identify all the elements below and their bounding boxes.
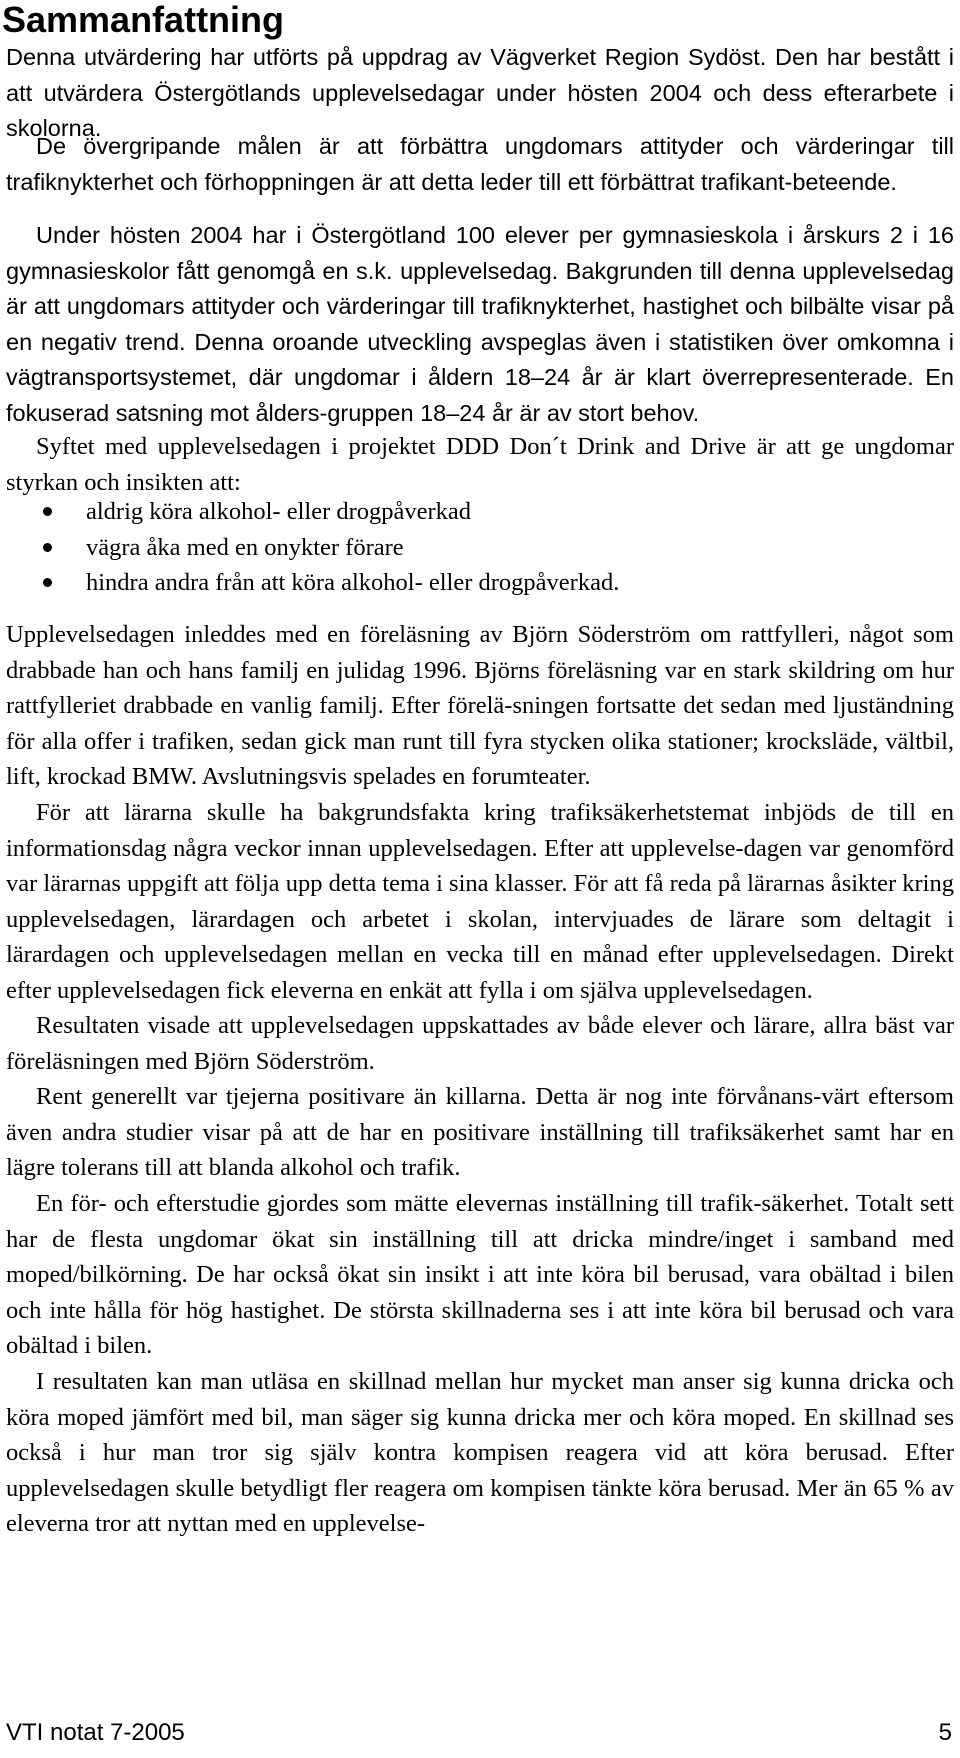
paragraph-lecture: Upplevelsedagen inleddes med en föreläsning av Björn Söderström om rattfylleri, något som drabbade han och hans familj en julidag 1996. Björns föreläsning var en stark skildring om hur rattfylleriet drabbade en vanlig familj. Efter förelä-sningen fortsatte det sedan med ljuständning för alla offer i trafiken, sedan gick man runt till fyra stycken olika stationer; krocksläde, vältbil, lift, krockad BMW. Avslutningsvis spelades en forumteater. [6, 621, 954, 790]
paragraph-intro: Denna utvärdering har utförts på uppdrag av Vägverket Region Sydöst. Den har bestått i att utvärdera Östergötlands upplevelsedagar under hösten 2004 och dess efterarbete i skolorna. [6, 44, 954, 141]
footer-doc-id: VTI notat 7-2005 [6, 1719, 185, 1746]
paragraph-goals: De övergripande målen är att förbättra ungdomars attityder och värderingar till trafiknykterhet och förhoppningen är att detta leder till ett förbättrat trafikant-beteende. [6, 133, 954, 195]
list-item [6, 494, 954, 530]
bullet-icon [43, 578, 52, 587]
bullet-icon [43, 543, 52, 552]
list-item-text: vägra åka med en onykter förare [86, 533, 404, 561]
paragraph-purpose: Syftet med upplevelsedagen i projektet DDD Don´t Drink and Drive är att ge ungdomar styrkan och insikten att: [6, 433, 954, 496]
bullet-icon [43, 507, 52, 516]
list-item-text: hindra andra från att köra alkohol- eller drogpåverkad. [86, 569, 620, 596]
page-number: 5 [938, 1719, 952, 1746]
paragraph-background: Under hösten 2004 har i Östergötland 100 elever per gymnasieskola i årskurs 2 i 16 gymnasieskolor fått genomgå en s.k. upplevelsedag. Bakgrunden till denna upplevelsedag är att ungdomars attityder och värderingar till trafiknykterhet, hastighet och bilbälte visar på en negativ trend. Denna oroande utveckling avspeglas även i statistiken över omkomna i vägtransportsystemet, där ungdomar i åldern 18–24 år är klart överrepresenterade. En fokuserad satsning mot ålders-gruppen 18–24 år är av stort behov. [6, 222, 954, 426]
paragraph-study: En för- och efterstudie gjordes som mätte elevernas inställning till trafik-säkerhet. Totalt sett har de flesta ungdomar ökat sin inställning till att dricka mindre/inget i samband med moped/bilkörning. De har också ökat sin insikt i att inte köra bil berusad, vara obältad i bilen och inte hålla för hög hastighet. De största skillnaderna ses i att inte köra bil berusad och vara obältad i bilen. [6, 1190, 954, 1359]
paragraph-teachers: För att lärarna skulle ha bakgrundsfakta kring trafiksäkerhetstemat inbjöds de till en informationsdag några veckor innan upplevelsedagen. Efter att upplevelse-dagen var genomförd var lärarnas uppgift att följa upp detta tema i sina klasser. För att få reda på lärarnas åsikter kring upplevelsedagen, lärardagen och arbetet i skolan, intervjuades de lärare som deltagit i lärardagen och upplevelsedagen mellan en vecka till en månad efter upplevelsedagen. Direkt efter upplevelsedagen fick eleverna en enkät att fylla i om själva upplevelsedagen. [6, 799, 954, 1004]
list-item [6, 565, 954, 601]
paragraph-results: Resultaten visade att upplevelsedagen uppskattades av både elever och lärare, allra bäst var föreläsningen med Björn Söderström. [6, 1012, 954, 1075]
goal-list [6, 494, 954, 601]
paragraph-gender: Rent generellt var tjejerna positivare än killarna. Detta är nog inte förvånans-värt eftersom även andra studier visar på att de har en positivare inställning till trafiksäkerhet samt har en lägre tolerans till att blanda alkohol och trafik. [6, 1083, 954, 1181]
list-item-text: aldrig köra alkohol- eller drogpåverkad [86, 498, 472, 525]
list-item [6, 530, 954, 566]
paragraph-differences: I resultaten kan man utläsa en skillnad mellan hur mycket man anser sig kunna dricka och köra moped jämfört med bil, man säger sig kunna dricka mer och köra moped. En skillnad ses också i hur man tror sig själv kontra kompisen reagera vid att köra berusad. Efter upplevelsedagen skulle betydligt fler reagera om kompisen tänkte köra berusad. Mer än 65 % av eleverna tror att nyttan med en upplevelse- [6, 1368, 954, 1537]
page-title: Sammanfattning [2, 0, 285, 40]
